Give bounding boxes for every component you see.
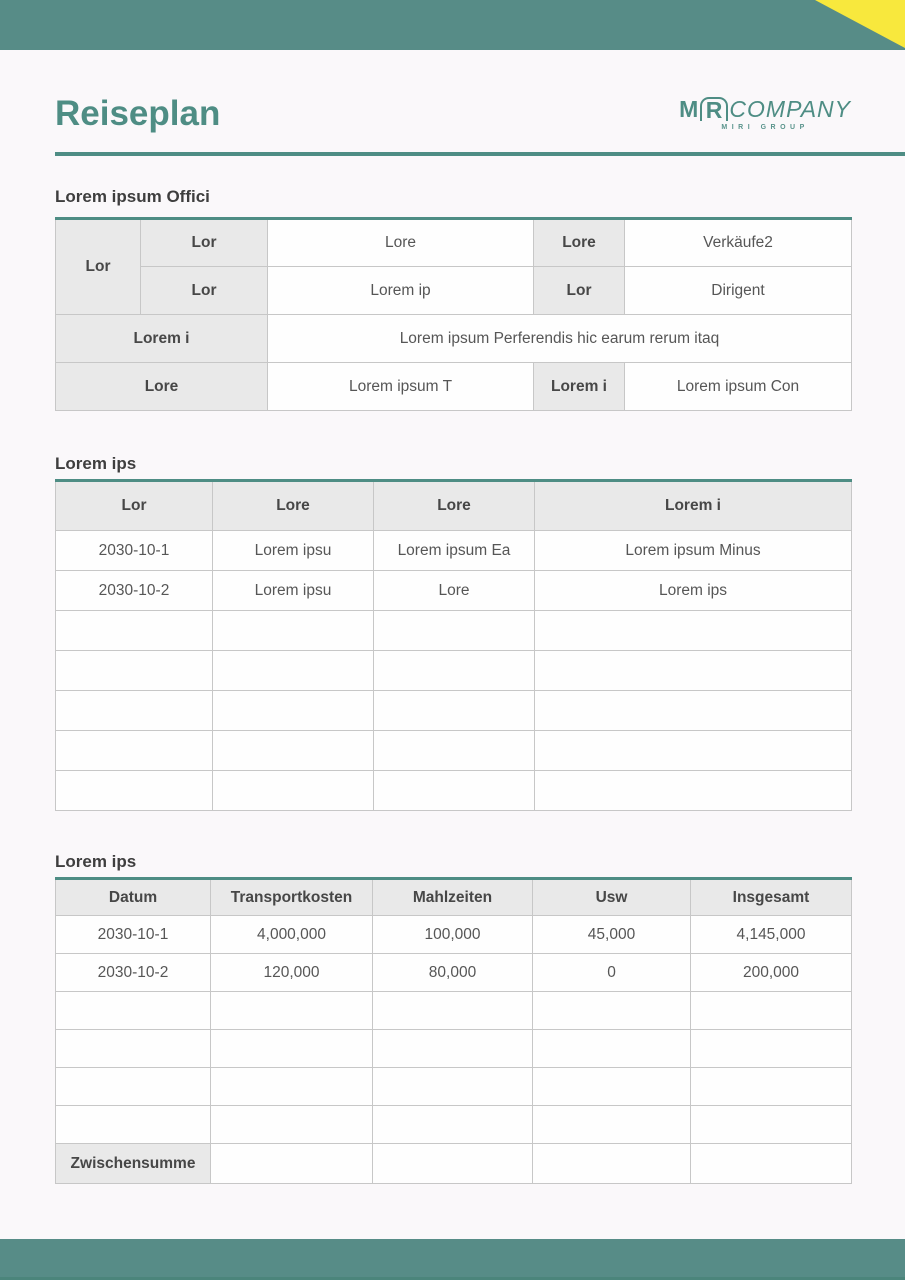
expenses-header-cell: Insgesamt: [691, 879, 852, 916]
empty-row: [56, 651, 852, 691]
empty-row: [56, 771, 852, 811]
itinerary-cell: Lore: [374, 571, 535, 611]
itinerary-header-cell: Lor: [56, 481, 213, 531]
empty-cell: [56, 1030, 211, 1068]
logo-arch-r: R: [700, 97, 729, 121]
itinerary-row: [56, 571, 852, 611]
info-row-2: [56, 267, 852, 315]
empty-cell: [211, 992, 373, 1030]
info-row-3: [56, 315, 852, 363]
empty-cell: [213, 731, 374, 771]
expenses-table: [55, 877, 852, 1184]
empty-cell: [213, 611, 374, 651]
info-r3-value: Lorem ipsum Perferendis hic earum rerum itaq: [268, 315, 852, 363]
info-r2-label1: Lor: [141, 267, 268, 315]
empty-cell: [535, 651, 852, 691]
empty-cell: [374, 651, 535, 691]
itinerary-cell: Lorem ipsum Minus: [535, 531, 852, 571]
expenses-cell-date: 2030-10-2: [56, 954, 211, 992]
itinerary-cell-date: 2030-10-1: [56, 531, 213, 571]
section-expenses-title: Lorem ips: [55, 852, 137, 871]
empty-cell: [56, 992, 211, 1030]
empty-cell: [56, 1068, 211, 1106]
itinerary-header-cell: Lore: [374, 481, 535, 531]
subtotal-empty-cell: [211, 1144, 373, 1184]
empty-row: [56, 731, 852, 771]
logo-company-text: COMPANY: [729, 96, 851, 122]
empty-cell: [56, 691, 213, 731]
empty-cell: [535, 731, 852, 771]
company-logo-wordmark: [679, 97, 851, 121]
expenses-subtotal-row: [56, 1144, 852, 1184]
empty-cell: [56, 731, 213, 771]
empty-cell: [691, 1030, 852, 1068]
empty-row: [56, 1106, 852, 1144]
expenses-header-cell: Datum: [56, 879, 211, 916]
document-header: [55, 94, 851, 134]
info-r1-value1: Lore: [268, 219, 534, 267]
empty-cell: [533, 1068, 691, 1106]
subtotal-label-cell: Zwischensumme: [56, 1144, 211, 1184]
empty-cell: [374, 771, 535, 811]
empty-cell: [374, 611, 535, 651]
empty-cell: [533, 1030, 691, 1068]
empty-cell: [535, 611, 852, 651]
empty-row: [56, 992, 852, 1030]
itinerary-cell: Lorem ipsu: [213, 531, 374, 571]
empty-cell: [535, 691, 852, 731]
info-r2-value1: Lorem ip: [268, 267, 534, 315]
itinerary-cell: Lorem ipsum Ea: [374, 531, 535, 571]
empty-cell: [211, 1030, 373, 1068]
info-r1-label2: Lore: [534, 219, 625, 267]
section-expenses: [55, 851, 851, 1184]
title-divider-rule: [55, 152, 905, 156]
top-teal-band: [0, 0, 905, 50]
section-itinerary-title: Lorem ips: [55, 454, 137, 473]
empty-cell: [211, 1068, 373, 1106]
subtotal-empty-cell: [691, 1144, 852, 1184]
expenses-row: [56, 916, 852, 954]
info-r4-value2: Lorem ipsum Con: [625, 363, 852, 411]
empty-cell: [56, 651, 213, 691]
info-r1-value2: Verkäufe2: [625, 219, 852, 267]
section-itinerary: [55, 453, 851, 811]
empty-cell: [691, 1106, 852, 1144]
itinerary-cell: Lorem ipsu: [213, 571, 374, 611]
expenses-cell: 45,000: [533, 916, 691, 954]
subtotal-empty-cell: [533, 1144, 691, 1184]
info-row-1: [56, 219, 852, 267]
info-r2-value2: Dirigent: [625, 267, 852, 315]
empty-cell: [691, 992, 852, 1030]
expenses-cell: 4,000,000: [211, 916, 373, 954]
empty-cell: [56, 771, 213, 811]
expenses-header-cell: Mahlzeiten: [373, 879, 533, 916]
expenses-cell: 120,000: [211, 954, 373, 992]
empty-cell: [374, 731, 535, 771]
itinerary-cell: Lorem ips: [535, 571, 852, 611]
itinerary-cell-date: 2030-10-2: [56, 571, 213, 611]
expenses-cell: 80,000: [373, 954, 533, 992]
itinerary-header-cell: Lore: [213, 481, 374, 531]
empty-cell: [213, 691, 374, 731]
expenses-header-cell: Transportkosten: [211, 879, 373, 916]
yellow-corner-triangle: [815, 0, 905, 48]
expenses-row: [56, 954, 852, 992]
subtotal-empty-cell: [373, 1144, 533, 1184]
expenses-cell: 100,000: [373, 916, 533, 954]
bottom-teal-band: [0, 1239, 905, 1280]
empty-cell: [373, 1106, 533, 1144]
empty-cell: [373, 1068, 533, 1106]
empty-cell: [535, 771, 852, 811]
itinerary-header-cell: Lorem i: [535, 481, 852, 531]
expenses-cell: 0: [533, 954, 691, 992]
expenses-header-cell: Usw: [533, 879, 691, 916]
empty-cell: [374, 691, 535, 731]
empty-row: [56, 1030, 852, 1068]
info-r4-label2: Lorem i: [534, 363, 625, 411]
info-r2-label2: Lor: [534, 267, 625, 315]
info-row-4: [56, 363, 852, 411]
expenses-cell: 4,145,000: [691, 916, 852, 954]
itinerary-table: [55, 479, 852, 811]
logo-subtitle: MIRI GROUP: [721, 124, 809, 131]
info-corner-header: Lor: [56, 219, 141, 315]
itinerary-row: [56, 531, 852, 571]
info-r4-label1: Lore: [56, 363, 268, 411]
company-logo: [679, 97, 851, 131]
empty-cell: [56, 611, 213, 651]
empty-row: [56, 611, 852, 651]
page-title: Reiseplan: [55, 94, 221, 133]
section-info: [55, 186, 851, 411]
info-table: [55, 217, 852, 411]
info-r4-value1: Lorem ipsum T: [268, 363, 534, 411]
info-r1-label1: Lor: [141, 219, 268, 267]
empty-cell: [213, 771, 374, 811]
empty-cell: [533, 992, 691, 1030]
section-info-title: Lorem ipsum Offici: [55, 187, 210, 206]
empty-cell: [56, 1106, 211, 1144]
logo-letter-m: M: [679, 96, 699, 122]
empty-cell: [691, 1068, 852, 1106]
expenses-cell: 200,000: [691, 954, 852, 992]
itinerary-header-row: [56, 481, 852, 531]
expenses-cell-date: 2030-10-1: [56, 916, 211, 954]
info-r3-label: Lorem i: [56, 315, 268, 363]
empty-cell: [211, 1106, 373, 1144]
empty-cell: [213, 651, 374, 691]
empty-cell: [373, 1030, 533, 1068]
empty-cell: [373, 992, 533, 1030]
empty-row: [56, 1068, 852, 1106]
empty-cell: [533, 1106, 691, 1144]
expenses-header-row: [56, 879, 852, 916]
empty-row: [56, 691, 852, 731]
